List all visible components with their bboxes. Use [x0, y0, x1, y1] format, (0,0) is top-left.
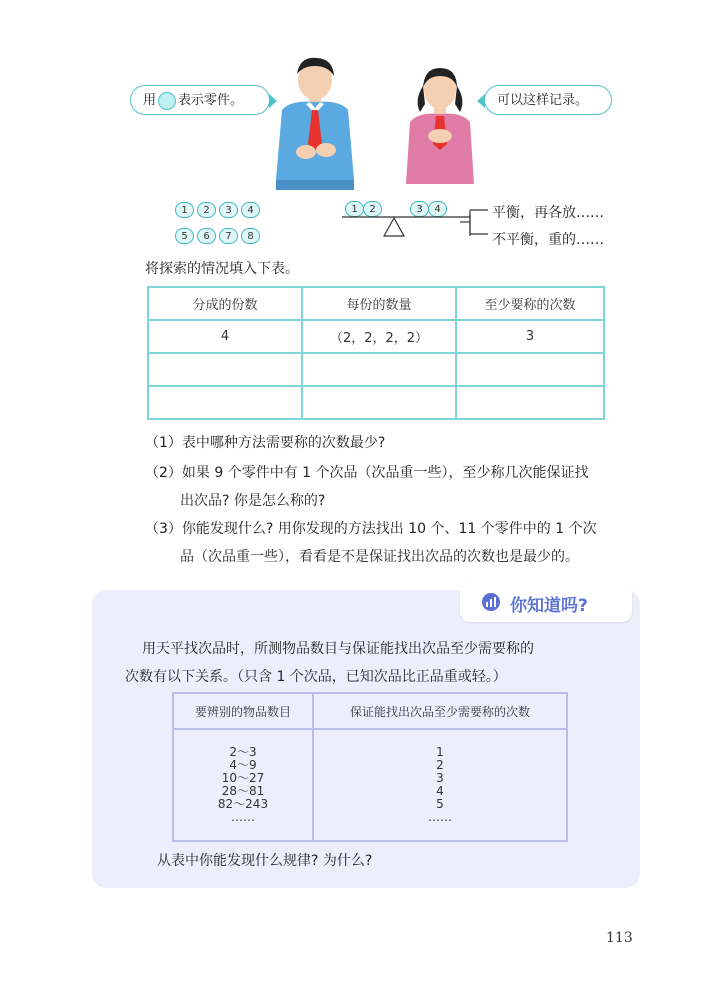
- table-cell-empty: [456, 353, 604, 386]
- item-count-column: [173, 729, 313, 841]
- did-you-know-header: [460, 582, 632, 622]
- balance-right-chip: 4: [428, 201, 447, 217]
- question-2-line1: （2）如果 9 个零件中有 1 个次品（次品重一些），至少称几次能保证找: [145, 465, 589, 481]
- weighings-cell: 4: [436, 784, 444, 798]
- table-cell: 3: [456, 320, 604, 353]
- table-cell-empty: [302, 353, 456, 386]
- bubble-tail: [477, 94, 485, 108]
- weighing-table: [172, 692, 568, 842]
- part-chip: 1: [175, 202, 194, 218]
- girl-illustration: [400, 60, 480, 190]
- bubble-girl-text: 可以这样记录。: [497, 93, 589, 108]
- weighings-cell: 3: [436, 771, 444, 785]
- weighings-cell: 2: [436, 758, 444, 772]
- table-cell-empty: [456, 386, 604, 419]
- item-count-cell: 82～243: [217, 797, 269, 811]
- weighings-cell: 1: [436, 745, 444, 759]
- part-chip: 8: [241, 228, 260, 244]
- info-closing-question: 从表中你能发现什么规律? 为什么?: [157, 853, 373, 869]
- question-3-line1: （3）你能发现什么? 用你发现的方法找出 10 个、11 个零件中的 1 个次: [145, 521, 597, 537]
- item-count-cell: 2～3: [229, 745, 257, 759]
- weighings-cell: 5: [436, 797, 444, 811]
- table-header: 至少要称的次数: [456, 287, 604, 320]
- item-count-cell: 4～9: [229, 758, 257, 772]
- question-3-line2: 品（次品重一些），看看是不是保证找出次品的次数也是最少的。: [180, 549, 579, 565]
- bubble-boy-prefix: 用: [143, 93, 157, 108]
- table-cell: 4: [148, 320, 302, 353]
- part-chip: 4: [241, 202, 260, 218]
- table-header: 每份的数量: [302, 287, 456, 320]
- info-paragraph-line1: 用天平找次品时，所测物品数目与保证能找出次品至少需要称的: [142, 641, 534, 657]
- chart-icon: [482, 593, 500, 611]
- balance-right-chip: 3: [410, 201, 429, 217]
- weighings-column: [313, 729, 567, 841]
- boy-illustration: [270, 52, 360, 192]
- part-chip: 5: [175, 228, 194, 244]
- speech-bubble-boy: [130, 85, 270, 115]
- instruction-text: 将探索的情况填入下表。: [145, 261, 299, 277]
- part-circle-icon: [158, 92, 176, 110]
- balance-left-chip: 1: [345, 201, 364, 217]
- did-you-know-title: 你知道吗?: [510, 596, 588, 616]
- record-table: [147, 286, 605, 420]
- item-count-cell: ……: [231, 810, 255, 824]
- outcome-unbalanced: 不平衡，重的……: [492, 232, 604, 248]
- info-paragraph-line2: 次数有以下关系。（只含 1 个次品，已知次品比正品重或轻。）: [125, 669, 507, 685]
- outcome-balanced: 平衡，再各放……: [492, 205, 604, 221]
- part-chip: 2: [197, 202, 216, 218]
- weighings-cell: ……: [428, 810, 452, 824]
- bubble-boy-suffix: 表示零件。: [178, 93, 244, 108]
- question-2-line2: 出次品? 你是怎么称的?: [180, 493, 326, 509]
- item-count-cell: 10～27: [221, 771, 265, 785]
- table-cell-empty: [148, 386, 302, 419]
- table-cell: （2，2，2，2）: [302, 320, 456, 353]
- page-number: 113: [606, 930, 633, 946]
- table-cell-empty: [148, 353, 302, 386]
- table-header: 分成的份数: [148, 287, 302, 320]
- table-cell-empty: [302, 386, 456, 419]
- balance-left-chip: 2: [363, 201, 382, 217]
- question-1: （1）表中哪种方法需要称的次数最少?: [145, 435, 386, 451]
- part-chip: 7: [219, 228, 238, 244]
- part-chip: 6: [197, 228, 216, 244]
- weighing-table-header: 保证能找出次品至少需要称的次数: [313, 693, 567, 729]
- weighing-table-header: 要辨别的物品数目: [173, 693, 313, 729]
- branch-lines: [460, 204, 490, 240]
- item-count-cell: 28～81: [221, 784, 265, 798]
- part-chip: 3: [219, 202, 238, 218]
- speech-bubble-girl: [484, 85, 612, 115]
